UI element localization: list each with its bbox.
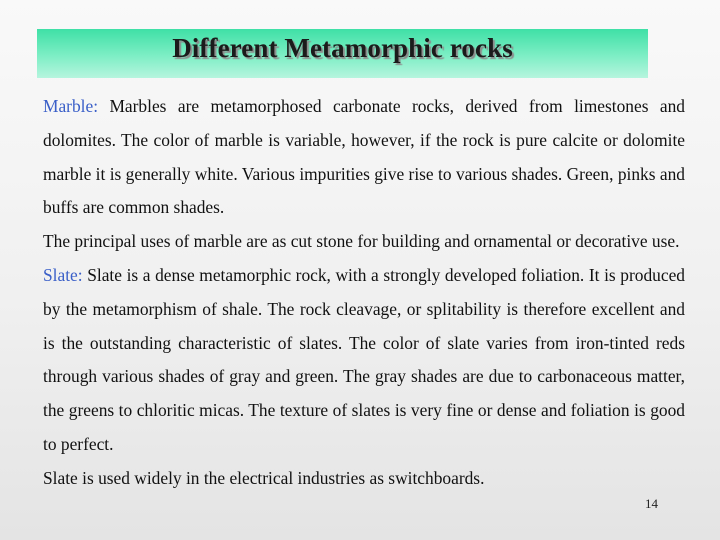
term-slate: Slate:	[43, 264, 83, 285]
title-bar	[37, 29, 648, 78]
paragraph-marble-uses	[43, 225, 685, 259]
page-number: 14	[645, 496, 658, 511]
slide-title: Different Metamorphic rocks	[172, 33, 513, 63]
paragraph-slate-text: Slate is a dense metamorphic rock, with a strongly developed foliation. It is produced by the metamorphism of shale. The rock cleavage, or splitability is therefore excellent and is the outstanding characteristic of slates. The color of slate varies from iron-tinted reds through various shades of gray and green. The gray shades are due to carbonaceous matter, the greens to chloritic micas. The texture of slates is very fine or dense and foliation is good to perfect.	[43, 264, 685, 454]
slide-body	[43, 90, 685, 496]
paragraph-slate	[43, 259, 685, 462]
paragraph-slate-uses-text: Slate is used widely in the electrical industries as switchboards.	[43, 467, 485, 488]
paragraph-slate-uses	[43, 462, 685, 496]
term-marble: Marble:	[43, 96, 99, 116]
paragraph-marble-text: Marbles are metamorphosed carbonate rocks, derived from limestones and dolomites. The color of marble is variable, however, if the rock is pure calcite or dolomite marble it is generally white. Various impurities give rise to various shades. Green, pinks and buffs are common shades.	[43, 96, 685, 218]
paragraph-marble	[43, 90, 685, 225]
paragraph-marble-uses-text: The principal uses of marble are as cut stone for building and ornamental or decorative use.	[43, 231, 680, 252]
